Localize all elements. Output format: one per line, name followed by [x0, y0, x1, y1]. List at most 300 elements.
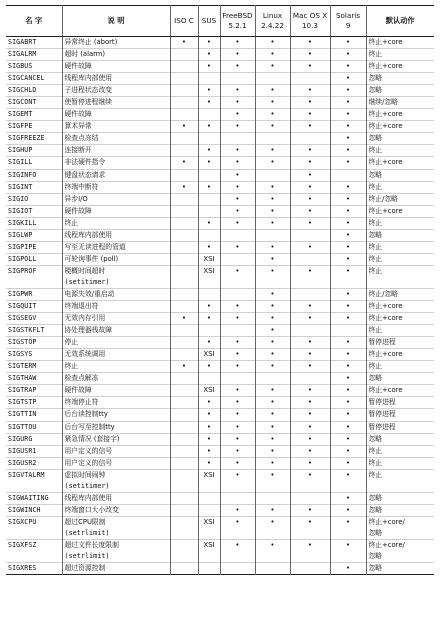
support-solaris: •	[330, 157, 366, 169]
default-action: 终止+core	[366, 61, 434, 73]
default-action: 暂停进程	[366, 397, 434, 409]
support-iso-c	[170, 109, 198, 121]
support-sus: XSI	[198, 539, 220, 551]
support-sus: •	[198, 361, 220, 373]
support-linux: •	[255, 337, 290, 349]
support-macos: •	[290, 85, 330, 97]
support-iso-c	[170, 563, 198, 575]
support-solaris: •	[330, 229, 366, 241]
support-iso-c	[170, 301, 198, 313]
table-row	[6, 337, 434, 349]
signal-name: SIGABRT	[6, 37, 62, 49]
support-macos	[290, 492, 330, 504]
default-action: 继续/忽略	[366, 97, 434, 109]
support-macos: •	[290, 457, 330, 469]
default-action: 暂停进程	[366, 337, 434, 349]
signal-name: SIGEMT	[6, 109, 62, 121]
support-solaris: •	[330, 217, 366, 229]
support-freebsd	[220, 253, 255, 265]
support-linux	[255, 169, 290, 181]
support-freebsd: •	[220, 217, 255, 229]
table-row	[6, 85, 434, 97]
signal-description: 后台读控制tty	[62, 409, 170, 421]
default-action: 忽略	[366, 504, 434, 516]
support-freebsd	[220, 73, 255, 85]
header-freebsd-name: FreeBSD	[222, 11, 253, 20]
signal-name: SIGXRES	[6, 563, 62, 575]
table-row	[6, 397, 434, 409]
support-iso-c: •	[170, 157, 198, 169]
support-empty	[198, 551, 220, 563]
support-iso-c	[170, 229, 198, 241]
support-iso-c	[170, 516, 198, 528]
support-iso-c	[170, 409, 198, 421]
default-action: 终止+core	[366, 109, 434, 121]
support-sus	[198, 563, 220, 575]
support-sus: •	[198, 433, 220, 445]
signal-name: SIGVTALRM	[6, 469, 62, 481]
support-iso-c	[170, 49, 198, 61]
signal-description: 写至无读进程的管道	[62, 241, 170, 253]
signal-description: 异常终止 (abort)	[62, 37, 170, 49]
support-empty	[290, 528, 330, 540]
signal-name: SIGILL	[6, 157, 62, 169]
signal-name: SIGPOLL	[6, 253, 62, 265]
support-sus	[198, 325, 220, 337]
support-solaris: •	[330, 73, 366, 85]
support-sus: •	[198, 157, 220, 169]
support-empty	[290, 277, 330, 289]
support-sus	[198, 109, 220, 121]
support-sus: •	[198, 49, 220, 61]
table-body	[6, 37, 434, 575]
support-solaris: •	[330, 61, 366, 73]
support-empty	[170, 277, 198, 289]
signal-description: 检查点解冻	[62, 373, 170, 385]
support-iso-c	[170, 97, 198, 109]
support-sus	[198, 193, 220, 205]
support-macos: •	[290, 313, 330, 325]
support-freebsd: •	[220, 121, 255, 133]
support-iso-c	[170, 385, 198, 397]
signal-name: SIGFREEZE	[6, 133, 62, 145]
support-solaris: •	[330, 181, 366, 193]
support-freebsd: •	[220, 361, 255, 373]
default-action: 终止+core	[366, 385, 434, 397]
header-desc: 说 明	[62, 6, 170, 37]
support-freebsd: •	[220, 539, 255, 551]
support-empty	[255, 528, 290, 540]
default-action: 终止+core	[366, 121, 434, 133]
signal-description: 连接断开	[62, 145, 170, 157]
support-empty	[170, 481, 198, 493]
support-sus: XSI	[198, 469, 220, 481]
signal-description: 超过CPU限制	[62, 516, 170, 528]
header-iso-c: ISO C	[170, 6, 198, 37]
support-iso-c	[170, 193, 198, 205]
support-iso-c	[170, 85, 198, 97]
support-sus: •	[198, 337, 220, 349]
support-macos: •	[290, 421, 330, 433]
table-row	[6, 61, 434, 73]
support-freebsd: •	[220, 349, 255, 361]
signal-description: 超过资源控制	[62, 563, 170, 575]
signal-name: SIGCHLD	[6, 85, 62, 97]
default-action: 暂停进程	[366, 421, 434, 433]
support-iso-c	[170, 325, 198, 337]
support-iso-c	[170, 397, 198, 409]
support-linux: •	[255, 37, 290, 49]
support-sus: •	[198, 85, 220, 97]
signal-name: SIGTHAW	[6, 373, 62, 385]
support-freebsd	[220, 563, 255, 575]
support-macos: •	[290, 169, 330, 181]
signal-description: 非法硬件指令	[62, 157, 170, 169]
support-macos: •	[290, 337, 330, 349]
support-sus: •	[198, 37, 220, 49]
support-empty	[255, 277, 290, 289]
support-macos: •	[290, 37, 330, 49]
default-action: 终止+core	[366, 301, 434, 313]
support-sus: •	[198, 421, 220, 433]
support-solaris: •	[330, 109, 366, 121]
support-macos: •	[290, 516, 330, 528]
header-macos	[290, 6, 330, 37]
table-row	[6, 385, 434, 397]
support-macos	[290, 563, 330, 575]
header-linux-version: 2.4.22	[261, 21, 284, 30]
support-macos: •	[290, 445, 330, 457]
support-linux: •	[255, 516, 290, 528]
support-empty	[220, 528, 255, 540]
support-solaris: •	[330, 373, 366, 385]
support-solaris: •	[330, 49, 366, 61]
default-action: 终止	[366, 361, 434, 373]
table-row	[6, 457, 434, 469]
default-action: 忽略	[366, 433, 434, 445]
support-sus	[198, 169, 220, 181]
support-linux: •	[255, 205, 290, 217]
table-row	[6, 421, 434, 433]
support-solaris: •	[330, 145, 366, 157]
signal-name: SIGIO	[6, 193, 62, 205]
support-solaris: •	[330, 85, 366, 97]
support-sus: •	[198, 241, 220, 253]
table-row	[6, 205, 434, 217]
header-freebsd-version: 5.2.1	[228, 21, 247, 30]
default-action: 终止+core/	[366, 516, 434, 528]
support-freebsd: •	[220, 169, 255, 181]
signal-name: SIGTTIN	[6, 409, 62, 421]
signal-name: SIGSEGV	[6, 313, 62, 325]
default-action: 忽略	[366, 373, 434, 385]
table-row	[6, 181, 434, 193]
support-freebsd: •	[220, 433, 255, 445]
support-linux: •	[255, 409, 290, 421]
support-linux: •	[255, 288, 290, 300]
signal-name: SIGCONT	[6, 97, 62, 109]
signal-description: 电源失效/重启动	[62, 288, 170, 300]
support-macos: •	[290, 409, 330, 421]
table-row	[6, 121, 434, 133]
support-iso-c	[170, 539, 198, 551]
support-macos: •	[290, 397, 330, 409]
default-action: 忽略	[366, 492, 434, 504]
support-linux	[255, 563, 290, 575]
support-solaris	[330, 169, 366, 181]
support-linux: •	[255, 49, 290, 61]
support-linux: •	[255, 504, 290, 516]
support-freebsd: •	[220, 97, 255, 109]
header-default-action: 默认动作	[366, 6, 434, 37]
table-row	[6, 288, 434, 300]
support-macos: •	[290, 469, 330, 481]
support-freebsd: •	[220, 397, 255, 409]
support-iso-c	[170, 61, 198, 73]
support-solaris: •	[330, 241, 366, 253]
signal-description: 子进程状态改变	[62, 85, 170, 97]
default-action: 终止+core	[366, 37, 434, 49]
support-macos	[290, 133, 330, 145]
table-row	[6, 97, 434, 109]
support-macos: •	[290, 97, 330, 109]
signal-name: SIGTTOU	[6, 421, 62, 433]
support-solaris: •	[330, 516, 366, 528]
signal-name: SIGPIPE	[6, 241, 62, 253]
support-empty	[255, 481, 290, 493]
support-solaris: •	[330, 313, 366, 325]
support-solaris: •	[330, 133, 366, 145]
support-solaris: •	[330, 492, 366, 504]
signal-description: 硬件故障	[62, 109, 170, 121]
support-macos: •	[290, 145, 330, 157]
table-row	[6, 433, 434, 445]
table-row	[6, 373, 434, 385]
signal-description: 无效系统调用	[62, 349, 170, 361]
support-linux: •	[255, 253, 290, 265]
table-row-continuation	[6, 528, 434, 540]
signal-description: 算术异常	[62, 121, 170, 133]
signal-description-continued: (setitimer)	[62, 277, 170, 289]
support-solaris: •	[330, 97, 366, 109]
default-action-continued: 忽略	[366, 551, 434, 563]
support-macos: •	[290, 217, 330, 229]
table-row	[6, 157, 434, 169]
header-freebsd	[220, 6, 255, 37]
support-freebsd: •	[220, 49, 255, 61]
support-sus	[198, 373, 220, 385]
default-action: 终止	[366, 49, 434, 61]
support-sus: XSI	[198, 385, 220, 397]
signal-description: 硬件故障	[62, 205, 170, 217]
support-linux	[255, 373, 290, 385]
support-macos	[290, 373, 330, 385]
signal-description: 虚拟时间闹钟	[62, 469, 170, 481]
support-sus: XSI	[198, 349, 220, 361]
signal-description: 键盘状态请求	[62, 169, 170, 181]
support-freebsd	[220, 492, 255, 504]
default-action: 终止	[366, 265, 434, 277]
support-iso-c	[170, 492, 198, 504]
support-iso-c	[170, 265, 198, 277]
table-row	[6, 349, 434, 361]
table-row	[6, 265, 434, 277]
header-solaris-name: Solaris	[335, 11, 361, 20]
support-macos: •	[290, 539, 330, 551]
table-row	[6, 325, 434, 337]
support-solaris: •	[330, 457, 366, 469]
support-freebsd: •	[220, 313, 255, 325]
default-action: 终止	[366, 253, 434, 265]
support-sus: XSI	[198, 253, 220, 265]
support-solaris: •	[330, 205, 366, 217]
default-action: 忽略	[366, 85, 434, 97]
support-sus: XSI	[198, 516, 220, 528]
signal-description: 用户定义的信号	[62, 445, 170, 457]
support-sus	[198, 504, 220, 516]
support-iso-c	[170, 421, 198, 433]
support-macos	[290, 253, 330, 265]
signal-description: 停止	[62, 337, 170, 349]
table-row	[6, 145, 434, 157]
support-solaris: •	[330, 397, 366, 409]
default-action: 暂停进程	[366, 409, 434, 421]
header-name: 名 字	[6, 6, 62, 37]
support-linux: •	[255, 193, 290, 205]
support-solaris: •	[330, 504, 366, 516]
support-macos: •	[290, 181, 330, 193]
support-freebsd: •	[220, 301, 255, 313]
support-empty	[330, 481, 366, 493]
signal-table	[6, 5, 434, 575]
header-sus: SUS	[198, 6, 220, 37]
support-linux: •	[255, 325, 290, 337]
support-sus: •	[198, 457, 220, 469]
support-solaris: •	[330, 193, 366, 205]
signal-description: 可轮询事件 (poll)	[62, 253, 170, 265]
support-freebsd: •	[220, 469, 255, 481]
support-freebsd: •	[220, 205, 255, 217]
support-linux: •	[255, 457, 290, 469]
support-linux: •	[255, 397, 290, 409]
support-macos	[290, 73, 330, 85]
header-solaris-version: 9	[345, 21, 351, 30]
signal-description: 终端停止符	[62, 397, 170, 409]
support-macos: •	[290, 504, 330, 516]
signal-description: 硬件故障	[62, 61, 170, 73]
default-action: 终止+core	[366, 205, 434, 217]
support-freebsd: •	[220, 193, 255, 205]
signal-name: SIGXCPU	[6, 516, 62, 528]
default-action: 终止+core	[366, 349, 434, 361]
header-macos-name: Mac OS X	[292, 11, 328, 20]
signal-name: SIGBUS	[6, 61, 62, 73]
table-row	[6, 445, 434, 457]
default-action: 终止/忽略	[366, 288, 434, 300]
support-linux: •	[255, 241, 290, 253]
default-action: 忽略	[366, 229, 434, 241]
header-solaris	[330, 6, 366, 37]
support-iso-c	[170, 205, 198, 217]
support-iso-c	[170, 337, 198, 349]
support-solaris: •	[330, 349, 366, 361]
support-linux: •	[255, 181, 290, 193]
signal-description: 线程库内部使用	[62, 73, 170, 85]
signal-name: SIGTERM	[6, 361, 62, 373]
signal-name: SIGIOT	[6, 205, 62, 217]
default-action: 忽略	[366, 563, 434, 575]
default-action: 终止+core	[366, 157, 434, 169]
support-iso-c	[170, 469, 198, 481]
support-solaris: •	[330, 421, 366, 433]
support-solaris: •	[330, 469, 366, 481]
support-iso-c	[170, 73, 198, 85]
table-row	[6, 229, 434, 241]
signal-name: SIGUSR2	[6, 457, 62, 469]
signal-name: SIGHUP	[6, 145, 62, 157]
support-linux: •	[255, 121, 290, 133]
support-linux: •	[255, 145, 290, 157]
table-row	[6, 313, 434, 325]
support-sus: •	[198, 97, 220, 109]
default-action: 终止	[366, 325, 434, 337]
support-sus: •	[198, 409, 220, 421]
support-solaris: •	[330, 385, 366, 397]
table-row	[6, 516, 434, 528]
support-freebsd: •	[220, 109, 255, 121]
support-iso-c	[170, 457, 198, 469]
support-sus	[198, 288, 220, 300]
header-row	[6, 6, 434, 37]
support-solaris: •	[330, 337, 366, 349]
default-action: 终止+core/	[366, 539, 434, 551]
support-freebsd: •	[220, 409, 255, 421]
support-freebsd: •	[220, 181, 255, 193]
support-sus: •	[198, 181, 220, 193]
support-macos: •	[290, 265, 330, 277]
signal-description: 紧急情况 (套接字)	[62, 433, 170, 445]
support-iso-c: •	[170, 37, 198, 49]
support-iso-c: •	[170, 181, 198, 193]
signal-description: 超过文件长度限制	[62, 539, 170, 551]
table-row	[6, 169, 434, 181]
signal-description-continued: (setitimer)	[62, 481, 170, 493]
signal-name-empty	[6, 528, 62, 540]
signal-description-continued: (setrlimit)	[62, 528, 170, 540]
support-iso-c	[170, 349, 198, 361]
support-linux	[255, 229, 290, 241]
table-row-continuation	[6, 551, 434, 563]
table-row	[6, 133, 434, 145]
support-freebsd: •	[220, 337, 255, 349]
table-row	[6, 217, 434, 229]
support-freebsd: •	[220, 157, 255, 169]
support-sus	[198, 205, 220, 217]
support-linux: •	[255, 61, 290, 73]
default-action-continued	[366, 481, 434, 493]
table-row-continuation	[6, 481, 434, 493]
signal-name: SIGSTOP	[6, 337, 62, 349]
signal-name: SIGWINCH	[6, 504, 62, 516]
default-action: 终止	[366, 445, 434, 457]
default-action-continued: 忽略	[366, 528, 434, 540]
support-empty	[330, 277, 366, 289]
support-linux	[255, 133, 290, 145]
signal-description-continued: (setrlimit)	[62, 551, 170, 563]
support-linux: •	[255, 157, 290, 169]
support-freebsd	[220, 288, 255, 300]
support-empty	[198, 528, 220, 540]
